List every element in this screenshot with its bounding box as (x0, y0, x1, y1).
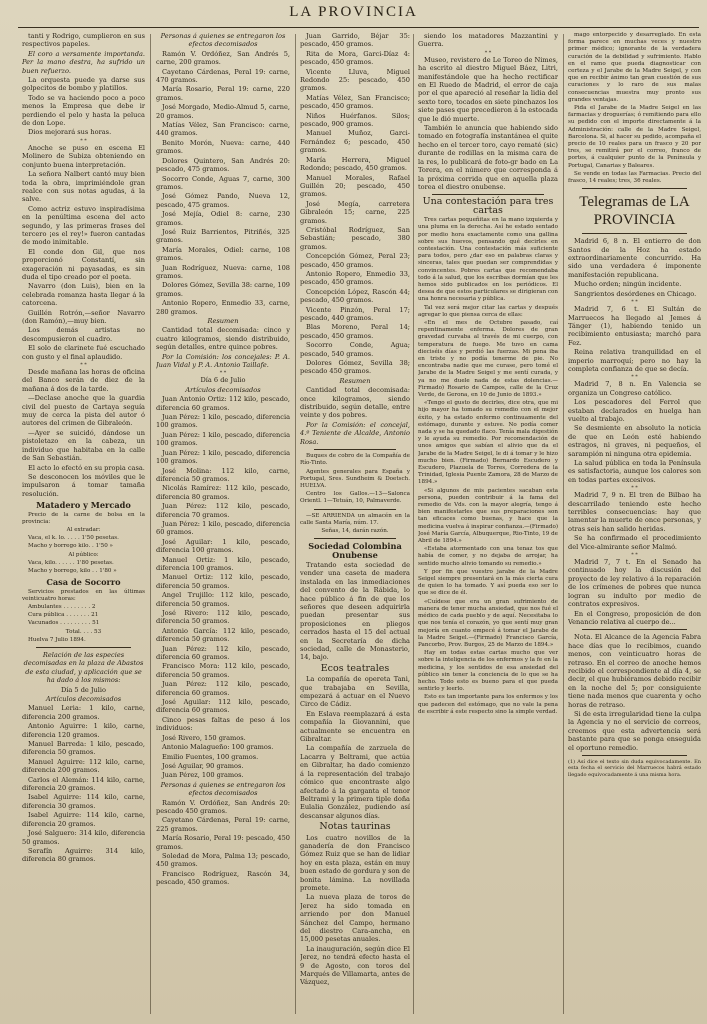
list-item: Benito Morón, Nueva: carne, 440 gramos. (156, 138, 290, 156)
subhead: Artículos decomisados (45, 695, 122, 704)
signature-line: Por la Comisión: los concejales: P. A. Juan Vidal y P. A. Antonio Taillafe. (156, 352, 290, 370)
dispatch: Los pescadores del Ferrol que estaban declarados en huelga han vuelto al trabajo. (568, 398, 701, 423)
list-item: Ramón V. Ordóñez, San Andrés 20: pescado 450 gramos. (156, 798, 290, 815)
paragraph: Como actriz estuvo inspiradísima en la penúltima escena del acto segundo, y las primeras frases del tercero ¡es el rey!» fueron cantadas de modo inimitable. (22, 204, 145, 247)
list-item: Juan Pérez: 1 kilo, pescado, diferencia 100 gramos. (156, 430, 290, 448)
rule (314, 538, 396, 539)
telegrams-heading: Telegramas de LA PROVINCIA (579, 194, 690, 229)
separator: * * (631, 299, 638, 306)
paragraph: —Declase anoche que la guardia civil del puesto de Cartaya seguía muy de cerca la pista del autor ó autores del crimen de Gibraleón. (22, 394, 145, 428)
footnote: (1) Así dice el texto sin duda equivocadamente. En esta fecha el servicio del Marruecos habrá estado llegado equivocadamente á una misma hora. (568, 759, 701, 778)
paragraph: La inauguración, según dice El Jerez, no tendrá efecto hasta el 9 de Agosto, con toros del Marqués de Villamarta, antes de Vázquez, (300, 944, 410, 987)
paragraph: Si de esta irregularidad tiene la culpa la Agencia y no el servicio de correos, creemos que esta advertencia será bastante para que se ponga enseguida el oportuno remedio. (568, 709, 701, 752)
list-item: Juan Pérez: 1 kilo, pescado, diferencia 100 gramos. (156, 448, 290, 466)
notice: Centro los Gallos.—13—Salonca Orientl. 1—Tetuán, 10, Palmaverde. (300, 491, 410, 505)
separator: * * (80, 362, 87, 369)
list-item: María Rosario, Peral 19: carne, 220 gramos. (156, 85, 290, 102)
stat-line: Total. . . . 53 (65, 628, 102, 635)
paragraph: Dios mejorará sus horas. (28, 128, 112, 137)
rule (314, 509, 396, 510)
list-item: Nicolás Ramírez: 112 kilo, pescado, diferencia 80 gramos. (156, 484, 290, 501)
paragraph: «Tengo el gusto de decirles, dice otra, que mi hijo mayor ha tomado su remedio con el mejor éxito, y ha estado enfermo continuamente del estómago, durante y estuve. No podía comer nada y se ha quedado flaco. Tenía mala digestión y le ayuda su remedio. Por recomendación de unos amigos que sabían el alivio que da el Jarabe de la Madre Seigel, le di á tomar y le hizo mucho bien. (Firmado) Bernardo Escudero y Escudero, Plazuela de Torres, Corredera de la Trinidad, Iglesia Puente Zamora, 28 de Marzo de 1894.» (418, 400, 558, 486)
price-line: Al extradar: (66, 526, 101, 533)
list-item: Manuel Ortiz: 1 kilo, pescado, diferencia 100 gramos. (156, 555, 290, 572)
price-line: Macho y borrego kilo. . 1'50 » (28, 543, 113, 550)
stat-line: Cura pública . . . . . . . 21 (28, 612, 99, 619)
list-item: Juan Pérez: 1 kilo, pescado, diferencia 100 gramos. (156, 413, 290, 430)
paragraph: La señora Nalbert cantó muy bien toda la obra, imprimiéndole gran realce con sus notas agudas, á la salve. (22, 170, 145, 204)
paragraph: Todo se va haciendo poco a poco menos la Empresa que debe ir perdiendo el pelo y hasta la peluca de don Lope. (22, 93, 145, 128)
list-item: María Morales, Odiel: carne, 108 gramos. (156, 245, 290, 263)
section-heading: Una contestación para tres cartas (422, 196, 554, 216)
paragraph: Guillén Rotrón,—señor Navarro (don Ramón),—muy bien. (22, 308, 145, 325)
list-item: Antonio Ropero, Enmedio 33, pescado, 450 gramos. (300, 269, 410, 287)
section-heading: Matadero y Mercado (36, 500, 131, 511)
list-item: Matías Vélez, San Francisco; pescado, 450 gramos. (300, 93, 410, 111)
masthead-rule (18, 27, 699, 28)
list-item: Antonio García: 112 kilo, pescado, diferencia 50 gramos. (156, 626, 290, 644)
paragraph: Nota. El Alcance de la Agencia Fabra hace días que lo recibimos, cuando menos, con veinticuatro horas de retraso. En el correo de anoche hemos recibido el correspondiente al día 4, se decir, el que hubiéramos debido recibir en la noche del 5; por consiguiente tiene nada menos que cuarenta y ocho horas de retraso. (568, 633, 701, 709)
list-item: José Molina: 112 kilo, carne, diferencia 50 gramos. (156, 466, 290, 483)
list-item: José Aguilar: 1 kilo, pescado, diferencia 100 gramos. (156, 537, 290, 555)
paragraph: «Si algunos de mis pacientes sacaban esta persona, pueden contribuir á la fama del remedio de Vds. con la mayor alegría, tengo á bien manifestarles que sus preparaciones son tan eficaces como buenas, y hace que la medicina vuelva á inspirar confianza.—(Firmado) José María García, Albuquerque, Rio-Tinto, 19 de Abril de 1894.» (418, 487, 558, 545)
list-item: Juan Pérez: 112 kilo, pescado, diferencia 60 gramos. (156, 680, 290, 697)
list-item: Dolores Gómez, Sevilla 38: carne, 109 gramos. (156, 281, 290, 298)
list-item: Serafín Aguirre: 314 kilo, diferencia 80 gramos. (22, 846, 145, 864)
list-item: Manuel Aguirre: 112 kilo, carne, diferencia 200 gramos. (22, 757, 145, 775)
list-item: Cayetano Cárdenas, Peral 19: carne, 470 gramos. (156, 67, 290, 85)
list-item: José Ruiz Barrientos, Pitriñés, 325 gramos. (156, 227, 290, 245)
list-item: Rita de Mora, Garci-Díaz 4: pescado, 450 gramos. (300, 49, 410, 67)
list-item: Vicente Lluva, Miguel Redondo 25: pescado, 450 gramos. (300, 67, 410, 93)
list-item: Juan Rodríguez, Nueva: carne, 108 gramos. (156, 263, 290, 280)
dispatch: Mucho orden; ningún incidente. (574, 280, 682, 289)
list-item: Antonio Ropero, Enmedio 33, carne, 280 gramos. (156, 299, 290, 316)
list-item: Manuel Morales, Rafael Guillén 20; pescado, 450 gramos. (300, 173, 410, 199)
section-heading: Ecos teatrales (320, 662, 390, 674)
stat-line: Vacunados . . . . . . . . . 51 (28, 620, 100, 627)
column-5 (568, 32, 701, 1017)
price-line: Vaca, el k. lo. . . . . 1'50 pesetas. (28, 535, 119, 542)
paragraph: La nueva plaza de toros de Jerez ha sido tomada en arriendo por don Manuel Sánchez del Campo, hermano del diestro Cara-ancha, en 15,000 pesetas anuales. (300, 893, 410, 944)
price-line: Vaca, kilo. . . . . . 1'80 pesetas. (28, 559, 114, 566)
list-item: Juan Antonio Ortiz: 112 kilo, pescado, diferencia 60 gramos. (156, 395, 290, 412)
list-item: Juan Garrido, Béjar 35: pescado, 450 gramos. (300, 32, 410, 49)
column-divider (413, 34, 414, 1014)
section-heading: Sociedad Colombina Onubense (308, 541, 402, 560)
paragraph: El acto lo efectó en su propia casa. (28, 463, 145, 472)
price-line: Al público: (68, 551, 99, 558)
rule (582, 755, 687, 756)
paragraph: La compañía de zarzuela de Lacarra y Beltrami, que actúa en Gibraltar, ha dado comienzo á la representación del trabajo cómico que encontraste algo afectado á la garganta el tenor Beltrami y la primera tiple doña Eulalia González, pudiendo así descansar algunos días. (300, 744, 410, 820)
section-heading: Notas taurinas (319, 821, 391, 833)
dispatch: La salud pública en toda la Península es satisfactoria, aunque los calores son en todas partes excesivos. (568, 459, 701, 484)
price-line: Macho y borrego, kilo . . 1'80 » (28, 567, 117, 574)
paragraph: Navarro (don Luis), bien en la celebrada romanza hasta llegar á la catorcena. (22, 282, 145, 308)
paragraph: Los cuatro novillos de la ganadería de don Francisco Gómez Ruiz que se han de lidiar hoy en esta plaza, están en muy buen estado de gordura y son de bonita lámina. La novillada promete. (300, 833, 410, 892)
list-item: Manuel Leria: 1 kilo, carne, diferencia 200 gramos. (22, 704, 145, 721)
subhead: Personas á quienes se entregaron los efectos decomisados (160, 780, 286, 798)
list-item: Cinco pesas faltas de peso á los individuos: (156, 715, 290, 733)
paragraph: Cantidad total decomisada: cinco y cuatro kilogramos, siendo distribuido, según detalles, entre quince pobres. (156, 326, 290, 352)
paragraph: «Cuídese que era un gran sufrimiento de manera de tener mucha ansiedad, que nos fué el médico de cada pueblo y de aquí. Necesitaba lo que nos tenía el corazón, yo que sentí muy gran mejoría en cuanto empecé á tomar el Jarabe de la Madre Seigel.—(Firmado) Francisco García, Pancorbo, Prov. Burgos, 25 de Marzo de 1894.» (418, 598, 558, 648)
stat-line: Ambulantes . . . . . . . . 2 (28, 603, 96, 610)
list-item: Blas Moreno, Peral 14; pescado, 450 gramos. (300, 323, 410, 340)
list-item: Emilio Fuentes, 100 gramos. (162, 752, 259, 761)
separator: * * (80, 137, 87, 144)
list-item: Ramón V. Ordóñez, San Andrés 5, carne, 200 gramos. (156, 49, 290, 67)
paragraph: Tres cartas pequeñitas en la mano izquierda y una pluma en la derecha. Así he estado sentado por medio hora exactamente como una gallina sobre sus huevos, pensando qué decirles en contestación. Una contestación más suficiente para todos, pero ¿dar eso en palabras claras y sinceras, tales que puedan ser comprendidas y convincentes. Pobres cartas que recomendaba todo á la salud, que los escribas dormían que les hemos sido publicados en los periódicos. El desea de que estos particulares se dirigieran con una honra necesaria y pública. (418, 217, 558, 303)
paragraph: Servicios prestados en las últimas veinticuatro horas: (22, 588, 145, 602)
rule (582, 233, 687, 234)
list-item: Manuel Ortiz: 112 kilo, pescado, diferencia 50 gramos. (156, 573, 290, 590)
subhead: Personas á quienes se entregaron los efectos decomisados (160, 32, 286, 49)
paragraph: El solo de clarinete fué escuchado con gusto y el final aplaudido. (22, 344, 145, 361)
paragraph: mago entorpecido y desarreglado. En esta forma parece en muchas veces y nuestro primer médico; ignorante de la verdadera curación de la debilidad y sufrimiento. Hablo en el ramo que pueda diagnosticar con certeza y el Jarabe de la Madre Seigel, y con que en recibir ánimo tan gran cuestión de sus curaciones y lo raro de sus malas consecuencias muestra muy pronto sus grandes ventajas. (568, 32, 701, 103)
list-item: Juan Pérez: 1 kilo, pescado, diferencia 60 gramos. (156, 519, 290, 537)
subhead: Resumen (207, 317, 239, 325)
paragraph: Y por fin que vuestro jarabe de la Madre Seigel siempre presentará en la más cierta cura de quien lo ha tomado. Y así pueda eso ser lo que se dice de él. (418, 568, 558, 597)
list-item: José Aguilar, 90 gramos. (162, 761, 244, 770)
date-line: Huelva 7 Julio 1894. (28, 636, 86, 643)
notice: Buques de cobro de la Compañía de Río-Tinto. (300, 453, 410, 467)
list-item: Francisco Rodríguez, Rascón 34, pescado, 450 gramos. (156, 869, 290, 887)
paragraph: Hay en todas estas cartas mucho que ver sobre la inteligencia de los enfermos y la fe en la medicina, y los sentidos de esa ansiedad del público sin tener la conciencia de lo que se ha hecho. Todo esto es bueno para el que pueda sentirlo y leerlo. (418, 650, 558, 693)
list-item: Niños Huérfanos. Silos; pescado, 900 gramos. (300, 111, 410, 129)
list-item: Manuel Muñoz, Garci-Fernández 6; pescado, 450 gramos. (300, 129, 410, 155)
dispatch: Se ha confirmado el procedimiento del Vice-almirante señor Malmó. (568, 534, 701, 551)
list-item: Concepción Gómez, Peral 23; pescado, 450 gramos. (300, 252, 410, 269)
list-item: Angel Trujillo: 112 kilo, pescado, diferencia 50 gramos. (156, 591, 290, 608)
signature-line: Por la Comisión: el concejal, 4.º Teniente de Alcalde, Antonio Rosa. (300, 420, 410, 446)
dispatch: Madrid 7, 9 n. El tren de Bilbao ha descarrilado teniendo este hecho terribles consecuencias: hay que lamentar la muerte de once personas, y otras seis han salido heridas. (568, 491, 701, 533)
list-item: Antonio Malagueño: 100 gramos. (162, 743, 274, 752)
paragraph: También le anuncia que habiendo sido tomado en fotografía instantánea el quite hecho en el tercer toro, cayo rematé (sic) durante de rodillas en la misma cara de la res, lo publicará de foto-gr bado en La Torera, en el número que corresponda á la próxima corrida que en aquella plaza torea el diestro onubense. (418, 124, 558, 191)
rule (582, 188, 687, 189)
notice: Agentes generales para España y Portugal, Sres. Sundheim & Doetsch. HUELVA. (300, 468, 410, 489)
list-item: Socorro Conde, Aguas 7, carne, 300 gramos. (156, 174, 290, 191)
paragraph: Pida el Jarabe de la Madre Seigel en las farmacias y droguerías; ó remitiendo para ello su pedido con el importe directamente á la Administración: calle de la Madre Seigel, Barcelona. Si, al hacer su pedido, acompaña el precio de 10 reales para un frasco y 20 por tres, se remitirá por el correo, franco de portes, á cualquier punto de la Península y Portugal, Canarias y Baleares. (568, 105, 701, 169)
paragraph: El conde don Gil, que nos proporcionó Constantí, sin exageración ni payasadas, es sin duda el tipo creado por el poeta. (22, 247, 145, 281)
masthead: LA PROVINCIA (289, 4, 418, 20)
dispatch: Sangrientos desórdenes en Chicago. (574, 289, 697, 298)
list-item: Isabel Aguirre: 114 kilo, carne, diferencia 30 gramos. (22, 793, 145, 810)
paragraph: La orquesta puede ya darse sus golpecitos de bombo y platillos. (22, 76, 145, 93)
column-3 (300, 32, 410, 1017)
list-item: Francisco Mora: 112 kilo, pescado, diferencia 50 gramos. (156, 662, 290, 679)
subhead: Relación de las especies decomisadas en la plaza de Abastos de esta ciudad, y aplicación que se ha dado á los mismos: (23, 650, 144, 685)
rule (582, 629, 687, 630)
separator: * * (484, 49, 492, 56)
list-item: Soledad de Mora, Palma 13; pescado, 450 gramos. (156, 851, 290, 869)
list-item: Matías Vélez, San Francisco: carne, 440 gramos. (156, 121, 290, 138)
paragraph: siendo los matadores Mazzantini y Guerra. (418, 32, 558, 49)
list-item: Carlos el Alemán: 114 kilo, carne, diferencia 20 gramos. (22, 775, 145, 793)
paragraph: —Ayer se suicidó, dándose un pistoletazo en la cabeza, un individuo que habitaba en la calle de San Sebastián. (22, 428, 145, 463)
paragraph: Desde mañana las horas de oficina del Banco serán de diez de la mañana á dos de la tarde. (22, 368, 145, 393)
paragraph: «Estaba atormentado con una tenaz tos que había de comer, y no dejaba de arrojar, ha sentido mucho alivio tomando su remedio.» (418, 546, 558, 567)
paragraph: Cantidad total decomisada: once kilogramos, siendo distribuido, según detalle, entre veinte y dos pobres. (300, 386, 410, 420)
separator: * * (631, 552, 638, 559)
paragraph: En Eslava reemplazará á esta compañía la Giovannini, que actualmente se encuentra en Gibraltar. (300, 709, 410, 744)
dispatch: En el Congreso, proposición de don Venancio relativa al cuerpo de... (568, 609, 701, 626)
list-item: Juan Pérez: 112 kilo, pescado, diferencia 70 gramos. (156, 502, 290, 519)
list-item: José Rivero, 150 gramos. (162, 733, 246, 742)
paragraph: tanti y Rodrigo, cumplieron en sus respectivos papeles. (22, 32, 145, 49)
separator: * * (631, 374, 638, 381)
list-item: José Gómez Pando, Nueva 12, pescado, 475 gramos. (156, 192, 290, 209)
separator: * * (219, 370, 227, 377)
section-heading: Casa de Socorro (46, 577, 121, 588)
paragraph: Precio de la carne de bolsa en la provincia: (22, 511, 145, 525)
list-item: José Megía, carretera Gibraleón 15; carne, 225 gramos. (300, 199, 410, 225)
paragraph: Se vende en todas las Farmacias. Precio del frasco, 14 reales; tres, 36 reales. (568, 170, 701, 185)
column-4 (418, 32, 558, 1017)
dispatch: Se desmiente en absoluto la noticia de que en León esté habiendo estragos, ni graves, ni pequeños, el sarampión ni ninguna otra epidemia. (568, 424, 701, 458)
list-item: José Aguilar: 112 kilo, pescado, diferencia 60 gramos. (156, 698, 290, 715)
list-item: Socorro Conde, Agua; pescado, 540 gramos. (300, 341, 410, 358)
date-heading: Día 5 de Julio (60, 685, 106, 694)
dispatch: Madrid 7, 7 t. En el Senado ha continuado hoy la discusión del proyecto de ley relativo á la reparación de los crímenes de pobres que nunca logran su indulto por medio de contratos expresivos. (568, 558, 701, 609)
paragraph: «En el mes de Octubre pasado, caí repentinamente enferma. Dolores de gran gravedad curvaba al través de mi cuerpo, con temperatura de fuego. Me tuvo en cama dieciséis días y perdió las fuerzas. Mi pena iba en triste y no podía tenerme de pie. No encontraba nadie que me curase, pero tomé el Jarabe de la Madre Seigel y me sentí curada, y ya no me duele nada de estas dolencias.—Firmado) Rosario de Campos, calle de la Cruz Verde, de Gerona, en 10 de Junio de 1893.» (418, 319, 558, 398)
list-item: Dolores Quintero, San Andrés 20: pescado, 475 gramos. (156, 156, 290, 174)
paragraph: El coro a versamente importanda. Per la mano destra, ha sufrido un buen refuerzo. (22, 49, 145, 75)
dispatch: Madrid 6, 8 n. El entierro de don Santos de la Hoz ha estado extraordinariamente concurrido. Ha sido una verdadera é imponente manifestación republicana. (568, 237, 701, 279)
column-divider (150, 34, 151, 1014)
list-item: Antonio Aguirre: 1 kilo, carne, diferencia 120 gramos. (22, 722, 145, 739)
rule (314, 449, 396, 450)
paragraph: La compañía de opereta Tani, que trabajaba en Sevilla, empezará á actuar en el Nuevo Circo de Cádiz. (300, 675, 410, 709)
list-item: José Mejía, Odiel 8: carne, 230 gramos. (156, 210, 290, 227)
list-item: José Rivero: 112 kilo, pescado, diferencia 50 gramos. (156, 609, 290, 626)
list-item: Isabel Aguirre: 114 kilo, carne, diferencia 20 gramos. (22, 811, 145, 828)
paragraph: Museo, revistero de Le Toreo de Nimes, ha escrito al diestro Miguel Báez, Litri, manifestándole que ha hecho rectificar en El Ruedo de Madrid, el error de caja por el que apareció al reseñar la lidia del sexto toro, tocados en siete pinchazos los siete pases que precedieron á la estocada que le dió muerte. (418, 55, 558, 123)
column-2 (156, 32, 290, 1017)
dispatch: Madrid 7, 8 n. En Valencia se organiza un Congreso católico. (568, 380, 701, 397)
paragraph: Tal vez será mejor citar las cartas y después agregar lo que piensa cerca de ellas: (418, 304, 558, 318)
column-1 (22, 32, 145, 1017)
separator: * * (631, 485, 638, 492)
paragraph: Se desconocen los móviles que le impulsaron á tomar tamaña resolución. (22, 472, 145, 498)
paragraph: Esto es tan importante para los enfermos y los que padecen del estómago, que no vale la pena de escribir á este respecto sino la simple verdad. (418, 694, 558, 715)
paragraph: Tratando esta sociedad de vender una caseta de madera instalada en las inmediaciones del convento de la Rábida, lo hace público á fin de que los señores que deseen adquirirla puedan presentar sus proposiciones en pliegos cerrados hasta el 15 del actual en la Secretaría de dicha sociedad, calle de Monasterio, 14, bajo. (300, 560, 410, 662)
list-item: José Morgado, Medio-Almud 5, carne, 20 gramos. (156, 103, 290, 120)
list-item: María Herrera, Miguel Redondo; pescado, 450 gramos. (300, 155, 410, 173)
subhead: Resumen (339, 376, 371, 385)
list-item: Manuel Barreda: 1 kilo, pescado, diferencia 50 gramos. (22, 740, 145, 757)
list-item: Cayetano Cárdenas, Peral 19: carne, 225 gramos. (156, 816, 290, 833)
list-item: María Rosario, Peral 19: pescado, 450 gramos. (156, 834, 290, 851)
dispatch: Reina relativa tranquilidad en el imperio marroquí; pero no hay la completa confianza de que se decía. (568, 348, 701, 373)
list-item: Juan Pérez, 100 gramos. (162, 771, 244, 780)
column-divider (563, 34, 564, 1014)
dispatch: Madrid 7, 6 t. El Sultán de Marruecos ha llegado al Jemes á Tánger (1), habiendo tenido un recibimiento entusiasta; marchó para Fez. (568, 305, 701, 347)
list-item: Dolores Gómez, Sevilla 38; pescado 450 gramos. (300, 359, 410, 376)
paragraph: Los demás artistas no descompusieron el cuadro. (22, 326, 145, 343)
list-item: Vicente Pinzón, Peral 17; pescado, 440 gramos. (300, 305, 410, 322)
date-heading: Día 6 de Julio (200, 376, 246, 385)
list-item: Cristóbal Rodríguez, San Sebastián; pescado, 380 gramos. (300, 225, 410, 251)
list-item: Juan Pérez: 112 kilo, pescado, diferencia 60 gramos. (156, 644, 290, 662)
subhead: Artículos decomisados (185, 385, 261, 394)
paragraph: Anoche se puso en escena El Molinero de Subiza obteniendo en conjunto buena interpretación. (22, 143, 145, 169)
rule (432, 194, 544, 195)
list-item: Concepción López, Rascón 44; pescado, 450 gramos. (300, 287, 410, 305)
rule (36, 647, 131, 648)
notice: Señas, 14, darán razón. (321, 527, 389, 534)
list-item: José Salguero: 314 kilo, diferencia 50 gramos. (22, 829, 145, 846)
notice: —SE ARRIENDA un almacén en la calle Santa María, núm. 17. (300, 512, 410, 526)
column-divider (295, 34, 296, 1014)
